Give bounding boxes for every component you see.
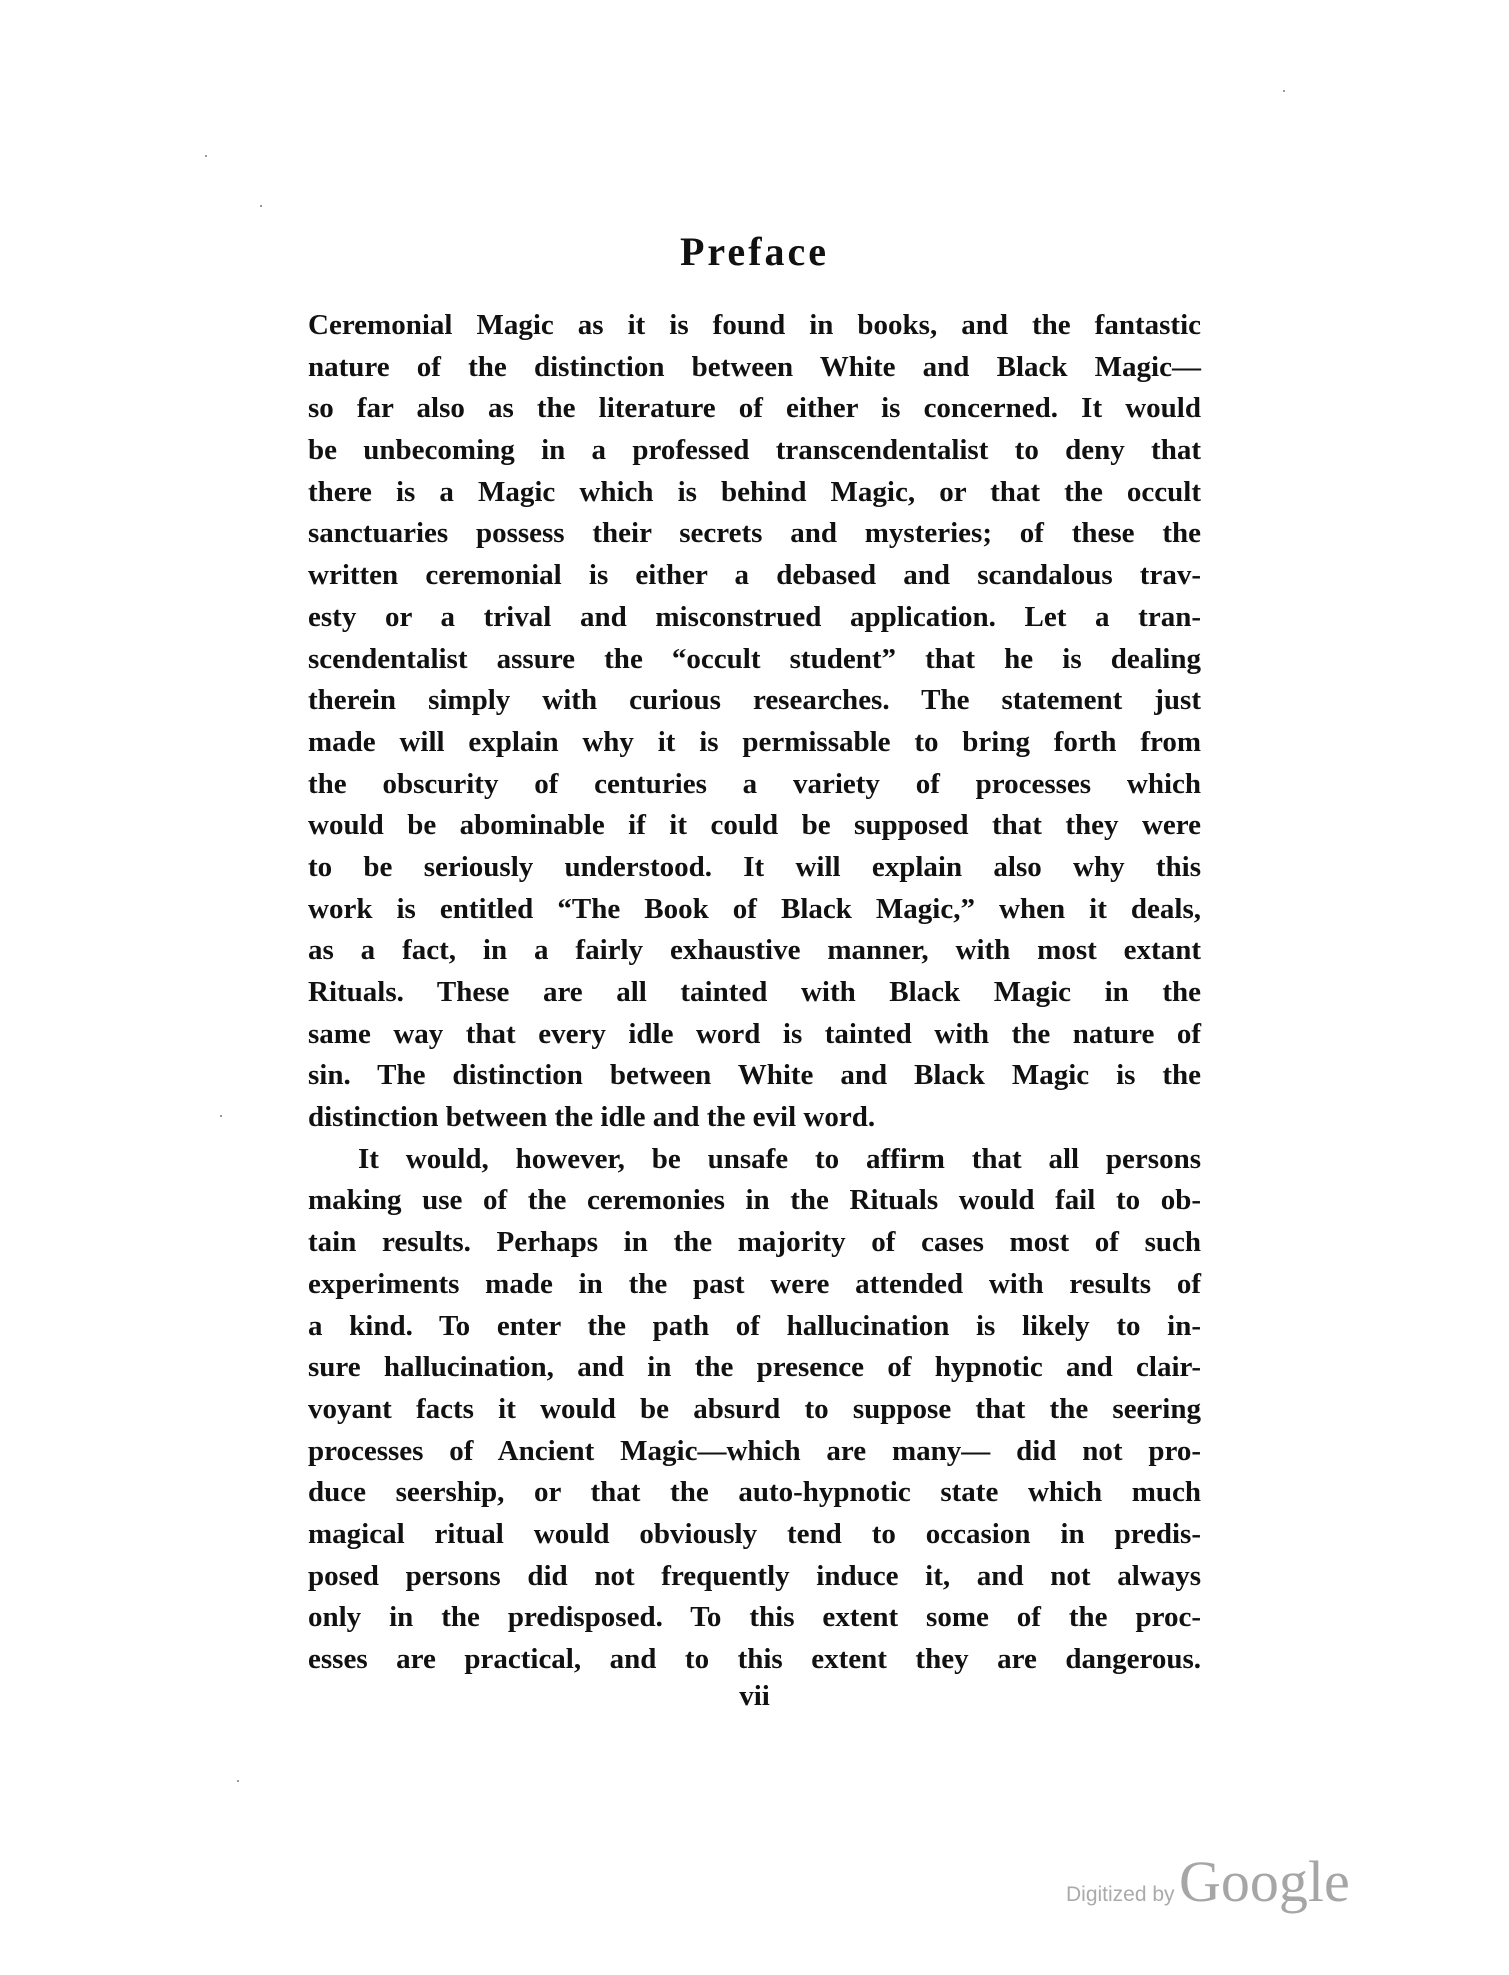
- text-line: tain results. Perhaps in the majority of cases most of such: [308, 1226, 1201, 1259]
- text-line: experiments made in the past were attended with results of: [308, 1267, 1201, 1300]
- text-line: work is entitled “The Book of Black Magic,” when it deals,: [308, 892, 1201, 925]
- text-line: esses are practical, and to this extent they are dangerous.: [308, 1643, 1201, 1675]
- text-line: as a fact, in a fairly exhaustive manner, with most extant: [308, 934, 1201, 967]
- text-line: same way that every idle word is tainted with the nature of: [308, 1017, 1201, 1050]
- text-line: posed persons did not frequently induce it, and not always: [308, 1559, 1201, 1592]
- text-line: only in the predisposed. To this extent some of the proc-: [308, 1601, 1201, 1634]
- text-line: there is a Magic which is behind Magic, or that the occult: [308, 475, 1201, 508]
- text-line: therein simply with curious researches. The statement just: [308, 684, 1201, 717]
- text-line: nature of the distinction between White and Black Magic—: [308, 350, 1201, 383]
- text-line: be unbecoming in a professed transcendentalist to deny that: [308, 434, 1201, 467]
- scan-speck: [220, 1115, 222, 1117]
- text-line: Rituals. These are all tainted with Black Magic in the: [308, 976, 1201, 1008]
- text-line: sanctuaries possess their secrets and mysteries; of these the: [308, 517, 1201, 550]
- text-line: voyant facts it would be absurd to suppose that the seering: [308, 1392, 1201, 1425]
- text-line: made will explain why it is permissable to bring forth from: [308, 725, 1201, 758]
- text-line: scendentalist assure the “occult student” that he is dealing: [308, 642, 1201, 675]
- text-line: would be abominable if it could be supposed that they were: [308, 809, 1201, 842]
- text-line: a kind. To enter the path of hallucination is likely to in-: [308, 1309, 1201, 1342]
- digitized-by-google-watermark: [1066, 1848, 1350, 1915]
- text-line: processes of Ancient Magic—which are many— did not pro-: [308, 1434, 1201, 1467]
- page-title: Preface: [679, 229, 830, 274]
- page-number: vii: [739, 1680, 770, 1712]
- text-line: so far also as the literature of either is concerned. It would: [308, 392, 1201, 425]
- preface-text: [308, 305, 1201, 1681]
- text-line: duce seership, or that the auto-hypnotic state which much: [308, 1476, 1201, 1509]
- text-line: written ceremonial is either a debased and scandalous trav-: [308, 559, 1201, 592]
- text-line: Ceremonial Magic as it is found in books, and the fantastic: [308, 309, 1201, 341]
- text-line: making use of the ceremonies in the Rituals would fail to ob-: [308, 1184, 1201, 1217]
- text-line: sure hallucination, and in the presence of hypnotic and clair-: [308, 1351, 1201, 1384]
- watermark-prefix: Digitized by: [1066, 1883, 1175, 1906]
- text-line: distinction between the idle and the evil word.: [308, 1101, 876, 1134]
- google-logo: Google: [1179, 1849, 1350, 1914]
- scan-speck: [237, 1780, 239, 1782]
- text-line: esty or a trival and misconstrued application. Let a tran-: [308, 600, 1201, 633]
- text-line: the obscurity of centuries a variety of processes which: [308, 767, 1201, 800]
- text-line: magical ritual would obviously tend to occasion in predis-: [308, 1517, 1201, 1550]
- text-line: sin. The distinction between White and Black Magic is the: [308, 1059, 1201, 1092]
- text-line: It would, however, be unsafe to affirm that all persons: [358, 1142, 1201, 1175]
- scan-speck: [205, 155, 207, 157]
- scan-speck: [1283, 90, 1285, 92]
- scan-speck: [260, 205, 262, 207]
- text-line: to be seriously understood. It will explain also why this: [308, 850, 1201, 883]
